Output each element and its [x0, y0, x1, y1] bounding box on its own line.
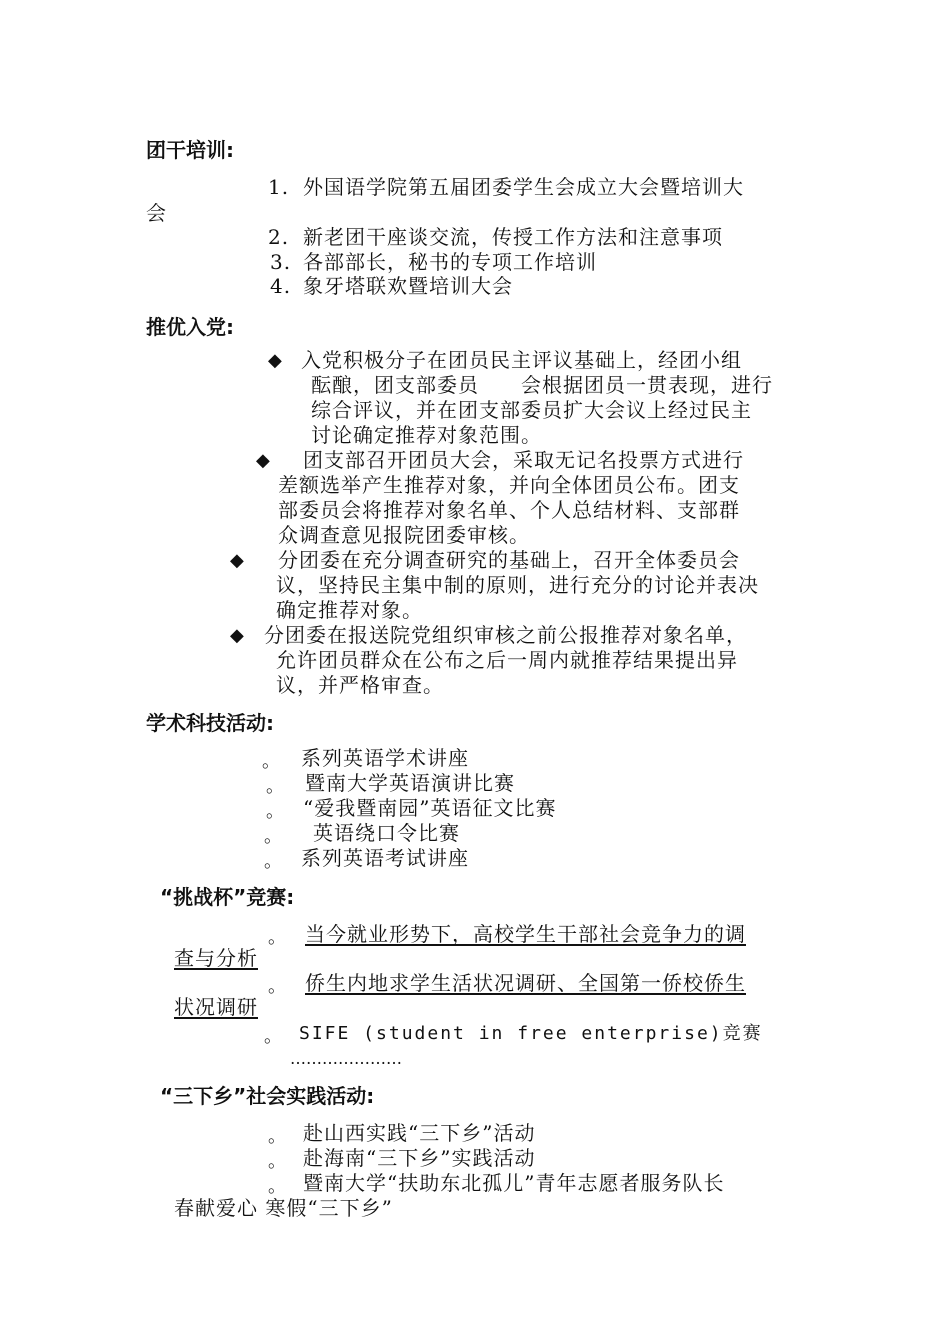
circle-bullet-icon: 。 [264, 826, 282, 847]
party-item-text: 分团委在报送院党组织审核之前公报推荐对象名单， [264, 623, 747, 647]
challenge-item-text-wrap: 状况调研 [174, 995, 258, 1019]
academic-item-text: 英语绕口令比赛 [313, 821, 460, 845]
ellipsis-text: ………………… [290, 1049, 402, 1068]
diamond-bullet-icon: ◆ [268, 350, 282, 371]
challenge-item-text: 当今就业形势下，高校学生干部社会竞争力的调 [305, 922, 746, 946]
practice-item-text: 赴海南“三下乡”实践活动 [303, 1146, 536, 1170]
circle-bullet-icon: 。 [268, 1176, 286, 1197]
party-item-text: 允许团员群众在公布之后一周内就推荐结果提出异 [276, 648, 738, 672]
circle-bullet-icon: 。 [268, 976, 286, 997]
training-item-number: 4. [270, 274, 292, 298]
party-item-text: 综合评议，并在团支部委员扩大会议上经过民主 [311, 398, 752, 422]
circle-bullet-icon: 。 [262, 751, 280, 772]
diamond-bullet-icon: ◆ [230, 550, 244, 571]
section-heading-practice: “三下乡”社会实践活动: [160, 1084, 375, 1108]
party-item-text: 议，坚持民主集中制的原则，进行充分的讨论并表决 [276, 573, 759, 597]
party-item-text: 议，并严格审查。 [276, 673, 444, 697]
practice-item-text: 赴山西实践“三下乡”活动 [303, 1121, 536, 1145]
challenge-item-text: SIFE (student in free enterprise)竞赛 [299, 1023, 763, 1044]
diamond-bullet-icon: ◆ [256, 450, 270, 471]
circle-bullet-icon: 。 [264, 851, 282, 872]
party-item-text: 众调查意见报院团委审核。 [278, 523, 530, 547]
training-item-text-wrap: 会 [146, 201, 167, 225]
party-item-text: 酝酿，团支部委员 会根据团员一贯表现，进行 [311, 373, 773, 397]
training-item-number: 3. [270, 250, 292, 274]
circle-bullet-icon: 。 [268, 927, 286, 948]
diamond-bullet-icon: ◆ [230, 625, 244, 646]
circle-bullet-icon: 。 [266, 776, 284, 797]
section-heading-academic: 学术科技活动: [146, 711, 274, 735]
party-item-text: 团支部召开团员大会，采取无记名投票方式进行 [303, 448, 744, 472]
academic-item-text: 暨南大学英语演讲比赛 [305, 771, 515, 795]
challenge-item-text: 侨生内地求学生活状况调研、全国第一侨校侨生 [305, 971, 746, 995]
academic-item-text: 系列英语考试讲座 [301, 846, 469, 870]
circle-bullet-icon: 。 [268, 1126, 286, 1147]
challenge-item-text-wrap: 查与分析 [174, 946, 258, 970]
training-item-text: 新老团干座谈交流，传授工作方法和注意事项 [303, 225, 723, 249]
section-heading-party: 推优入党: [146, 315, 234, 339]
section-heading-challenge: “挑战杯”竞赛: [160, 885, 295, 909]
training-item-text: 外国语学院第五届团委学生会成立大会暨培训大 [303, 175, 744, 199]
training-item-text: 象牙塔联欢暨培训大会 [303, 274, 513, 298]
academic-item-text: “爱我暨南园”英语征文比赛 [303, 796, 557, 820]
academic-item-text: 系列英语学术讲座 [301, 746, 469, 770]
circle-bullet-icon: 。 [268, 1151, 286, 1172]
party-item-text: 入党积极分子在团员民主评议基础上，经团小组 [301, 348, 742, 372]
practice-item-text-wrap: 春献爱心 寒假“三下乡” [174, 1196, 393, 1220]
training-item-number: 1. [268, 175, 290, 199]
party-item-text: 确定推荐对象。 [276, 598, 423, 622]
circle-bullet-icon: 。 [264, 1026, 282, 1047]
party-item-text: 差额选举产生推荐对象，并向全体团员公布。团支 [278, 473, 740, 497]
party-item-text: 讨论确定推荐对象范围。 [311, 423, 542, 447]
training-item-text: 各部部长，秘书的专项工作培训 [303, 250, 597, 274]
party-item-text: 部委员会将推荐对象名单、个人总结材料、支部群 [278, 498, 740, 522]
circle-bullet-icon: 。 [266, 801, 284, 822]
practice-item-text: 暨南大学“扶助东北孤儿”青年志愿者服务队长 [303, 1171, 725, 1195]
training-item-number: 2. [268, 225, 290, 249]
party-item-text: 分团委在充分调查研究的基础上，召开全体委员会 [278, 548, 740, 572]
section-heading-training: 团干培训: [146, 138, 234, 162]
